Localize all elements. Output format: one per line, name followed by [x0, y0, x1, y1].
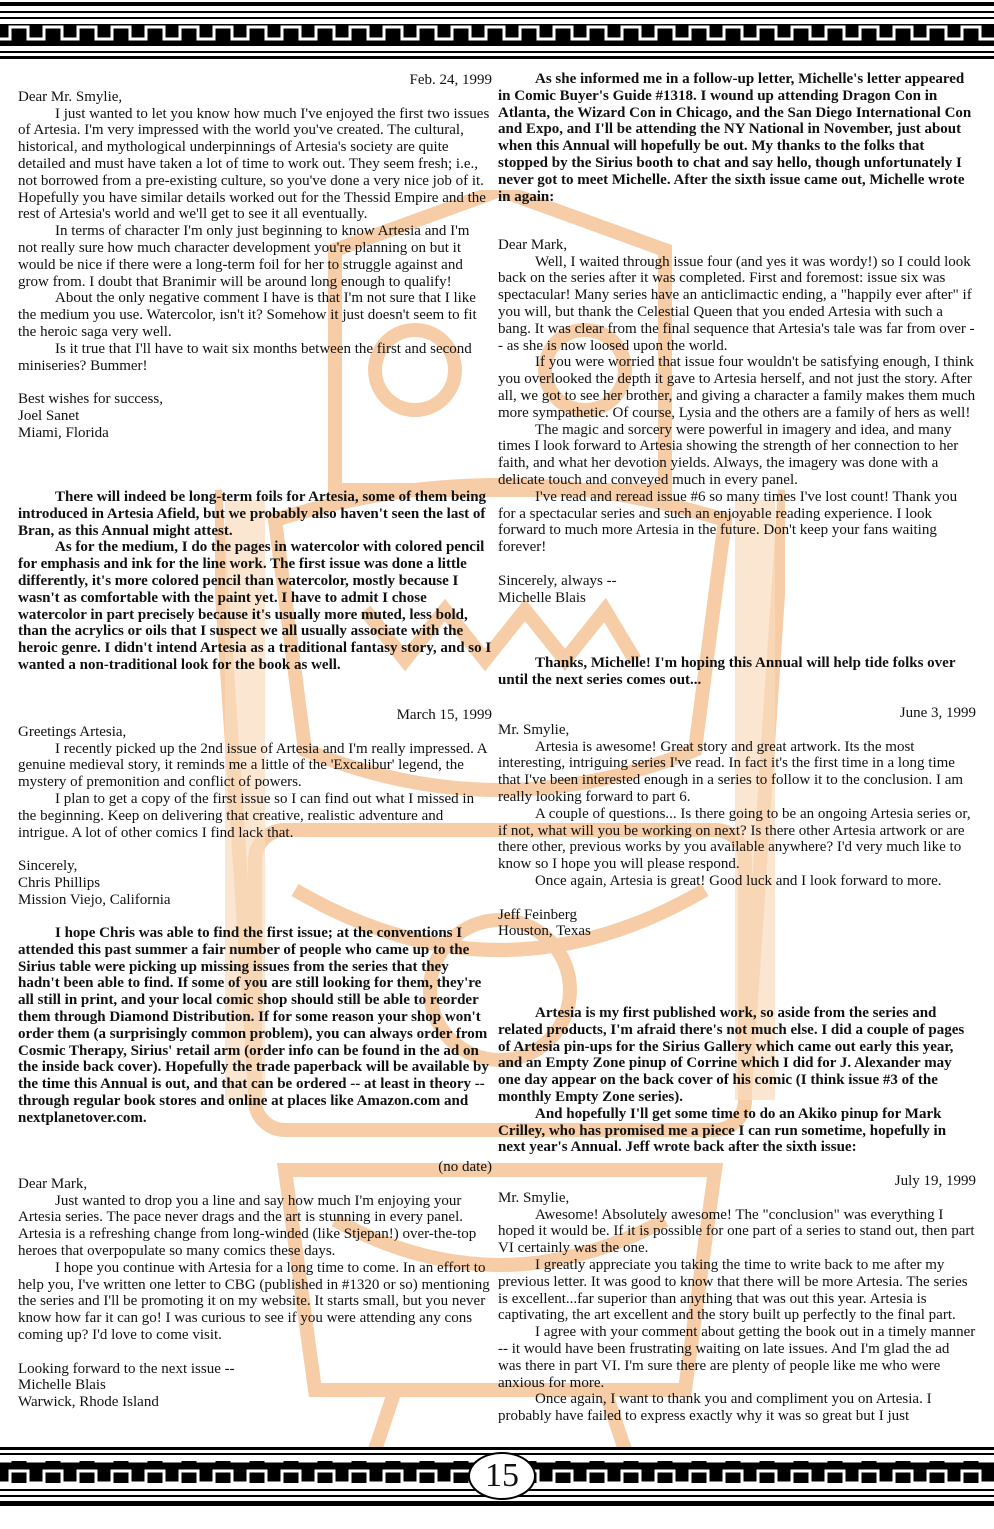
- paragraph: Awesome! Absolutely awesome! The "conclusion" was everything I hoped it would be. If it is possible for one part of a series to stand out, then part VI certainly was the one.: [498, 1206, 975, 1257]
- letter-signature: Warwick, Rhode Island: [18, 1394, 159, 1411]
- letter-date: July 19, 1999: [894, 1173, 976, 1189]
- paragraph: The magic and sorcery were powerful in imagery and idea, and many times I look forward to Artesia showing the strength of her connection to her faith, and what her devotion yields. Always, the imagery was done with a delicate touch and conveyed much in every panel.: [498, 421, 959, 488]
- paragraph: If you were worried that issue four wouldn't be satisfying enough, I think you overlooked the depth it gave to Artesia herself, and not just the story. After all, we got to see her brother, and giving a character a family makes them much more sympathetic. Of course, Lysia and the others are a family of hers as well!: [498, 354, 976, 421]
- top-meander-border: [0, 0, 994, 64]
- reader-letter: [18, 72, 492, 442]
- paragraph: I just wanted to let you know how much I've enjoyed the first two issues of Artesia. I'm very impressed with the world you've created. The cultural, historical, and mythological underpinnings of Artesia's society are quite detailed and must have taken a lot of time to work out. They seem fresh; i.e., not borrowed from a pre-existing culture, so you've done a very nice job of it. Hopefully you have similar details worked out for the Thessid Empire and the rest of Artesia's world and we'll get to see it all eventually.: [18, 105, 490, 223]
- letter-signoff: Sincerely,: [18, 858, 78, 875]
- reader-letter: [498, 705, 976, 940]
- letter-date: March 15, 1999: [396, 707, 492, 723]
- letter-signoff: Looking forward to the next issue --: [18, 1360, 235, 1377]
- letter-salutation: Greetings Artesia,: [18, 723, 127, 740]
- paragraph: I hope Chris was able to find the first issue; at the conventions I attended this past summer a fair number of people who came up to the Sirius table were picking up missing issues from the series that they hadn't been able to find. If some of you are still looking for them, they're all still in print, and your local comic shop should still be able to reorder them through Diamond Distribution. If for some reason your shop won't order them (a surprisingly common problem), you can always order from Cosmic Therapy, Sirius' retail arm (order info can be found in the ad on the inside back cover). Hopefully the trade paperback will be available by the time this Annual is out, and that can be ordered -- at least in theory -- through regular book stores and online at places like Amazon.com and nextplanetover.com.: [18, 925, 489, 1126]
- editor-reply: [498, 1005, 976, 1156]
- letter-signature: Mission Viejo, California: [18, 891, 171, 908]
- letter-date: June 3, 1999: [899, 705, 976, 721]
- page-number: 15: [468, 1452, 536, 1500]
- letter-salutation: Dear Mark,: [498, 236, 568, 253]
- letter-signature: Houston, Texas: [498, 923, 591, 940]
- paragraph: I agree with your comment about getting the book out in a timely manner -- it would have been frustrating waiting on late issues. And I'm glad the ad was there in part VI. I'm sure there are plenty of people like me who were anxious for more.: [498, 1324, 976, 1391]
- editor-reply: [18, 925, 492, 1127]
- reader-letter: [498, 220, 976, 606]
- letter-signature: Michelle Blais: [18, 1377, 106, 1394]
- paragraph: Once again, I want to thank you and compliment you on Artesia. I probably have failed to express exactly why it was so great but I just: [498, 1391, 932, 1425]
- letter-signature: Michelle Blais: [498, 589, 586, 606]
- letter-signoff: Jeff Feinberg: [498, 906, 578, 923]
- paragraph: I've read and reread issue #6 so many times I've lost count! Thank you for a spectacular series and such an enjoyable reading experience. I look forward to much more Artesia in the future. Don't keep your fans waiting forever!: [498, 488, 958, 556]
- paragraph: Artesia is awesome! Great story and great artwork. Its the most interesting, intriguing series I've read. In fact it's the first time in a long time that I've been interested enough in a series to follow it to the conclusion. I am really looking forward to part 6.: [498, 738, 964, 805]
- letter-signature: Miami, Florida: [18, 424, 109, 441]
- reader-letter: [18, 707, 492, 909]
- paragraph: A couple of questions... Is there going to be an ongoing Artesia series or, if not, what will you be working on next? Is there other Artesia artwork or are there other, previous works by you available anywhere? I'd very much like to know so I hope you will please respond.: [498, 805, 971, 873]
- letter-signature: Joel Sanet: [18, 407, 80, 424]
- paragraph: Artesia is my first published work, so aside from the series and related products, I'm afraid there's not much else. I did a couple of pages of Artesia pin-ups for the Sirius Gallery which came out early this year, and an Empty Zone pinup of Corrine which I did for J. Alexander may one day appear on the back cover of his comic (I think issue #3 of the monthly Empty Zone series).: [498, 1005, 965, 1105]
- paragraph: I plan to get a copy of the first issue so I can find out what I missed in the beginning. Keep on delivering that creative, realistic adventure and intrigue. A lot of other comics I find lack that.: [18, 790, 475, 841]
- letter-signature: Chris Phillips: [18, 874, 101, 891]
- letter-date: (no date): [438, 1159, 492, 1175]
- letter-signoff: Best wishes for success,: [18, 391, 163, 408]
- paragraph: Just wanted to drop you a line and say how much I'm enjoying your Artesia series. The pace never drags and the art is stunning in every panel. Artesia is a refreshing change from long-winded (like Stjepan!) over-the-top heroes that overpopulate so many comics these days.: [18, 1192, 477, 1259]
- paragraph: Once again, Artesia is great! Good luck and I look forward to more.: [535, 872, 942, 889]
- editor-reply: [498, 71, 976, 205]
- editor-reply: [498, 655, 976, 689]
- letter-salutation: Dear Mark,: [18, 1175, 88, 1192]
- paragraph: Is it true that I'll have to wait six months between the first and second miniseries? Bummer!: [18, 340, 472, 374]
- letter-date: Feb. 24, 1999: [409, 72, 492, 88]
- letter-salutation: Mr. Smylie,: [498, 1189, 570, 1206]
- editor-reply: [18, 489, 492, 674]
- reader-letter: [498, 1173, 976, 1425]
- letter-signoff: Sincerely, always --: [498, 572, 617, 589]
- paragraph: As she informed me in a follow-up letter, Michelle's letter appeared in Comic Buyer's Guide #1318. I wound up attending Dragon Con in Atlanta, the Wizard Con in Chicago, and the San Diego International Con and Expo, and I'll be attending the NY National in November, just about when this Annual will hopefully be out. My thanks to the folks that stopped by the Sirius booth to chat and say hello, though unfortunately I never got to meet Michelle. After the sixth issue came out, Michelle wrote in again:: [498, 71, 972, 205]
- paragraph: I greatly appreciate you taking the time to write back to me after my previous letter. It was good to know that there will be more Artesia. The series is excellent...far superior than anything that was out this year. Artesia is captivating, the art excellent and the story built up perfectly to the final part.: [498, 1256, 968, 1324]
- paragraph: There will indeed be long-term foils for Artesia, some of them being introduced in Artesia Afield, but we probably also haven't seen the last of Bran, as this Annual might attest.: [18, 489, 487, 539]
- paragraph: In terms of character I'm only just beginning to know Artesia and I'm not really sure how much character development you're planning on but it would be nice if there were a long-term foil for her to struggle against and grow from. I doubt that Branimir will be around long enough to qualify!: [18, 223, 470, 290]
- paragraph: As for the medium, I do the pages in watercolor with colored pencil for emphasis and ink for the line work. The first issue was done a little differently, it's more colored pencil than watercolor, mostly because I wasn't as comfortable with the paint yet. I have to admit I chose watercolor in part precisely because it's usually more muted, less bold, than the acrylics or oils that I suspect we all usually associate with the heroic genre. I didn't intend Artesia as a traditional fantasy story, and so I wanted a non-traditional look for the book as well.: [18, 539, 492, 673]
- paragraph: I hope you continue with Artesia for a long time to come. In an effort to help you, I've written one letter to CBG (published in #1320 or so) mentioning the series and I'll be promoting it on my website. It starts small, but you never know how far it can go! I was curious to see if you were attending any cons coming up? I'd love to come visit.: [18, 1259, 490, 1343]
- letter-salutation: Mr. Smylie,: [498, 721, 570, 738]
- paragraph: About the only negative comment I have is that I'm not sure that I like the medium you use. Watercolor, isn't it? Somehow it just doesn't seem to fit the heroic saga very well.: [18, 290, 477, 340]
- letter-salutation: Dear Mr. Smylie,: [18, 88, 123, 105]
- paragraph: Well, I waited through issue four (and yes it was wordy!) so I could look back on the series after it was completed. First and foremost: issue six was spectacular! Many series have an anticlimactic ending, a "happily ever after" if you will, but thank the Celestial Queen that you ended Artesia with such a bang. It was clear from the final sequence that Artesia's tale was far from over -- as she is now loosed upon the world.: [498, 253, 975, 354]
- paragraph: And hopefully I'll get some time to do an Akiko pinup for Mark Crilley, who has promised me a piece I can run sometime, hopefully in next year's Annual. Jeff wrote back after the sixth issue:: [498, 1105, 947, 1156]
- paragraph: I recently picked up the 2nd issue of Artesia and I'm really impressed. A genuine medieval story, it reminds me a little of the 'Excalibur' legend, the mystery of premonition and conflict of powers.: [18, 740, 487, 791]
- paragraph: Thanks, Michelle! I'm hoping this Annual will help tide folks over until the next series comes out...: [498, 655, 956, 688]
- reader-letter: [18, 1159, 492, 1411]
